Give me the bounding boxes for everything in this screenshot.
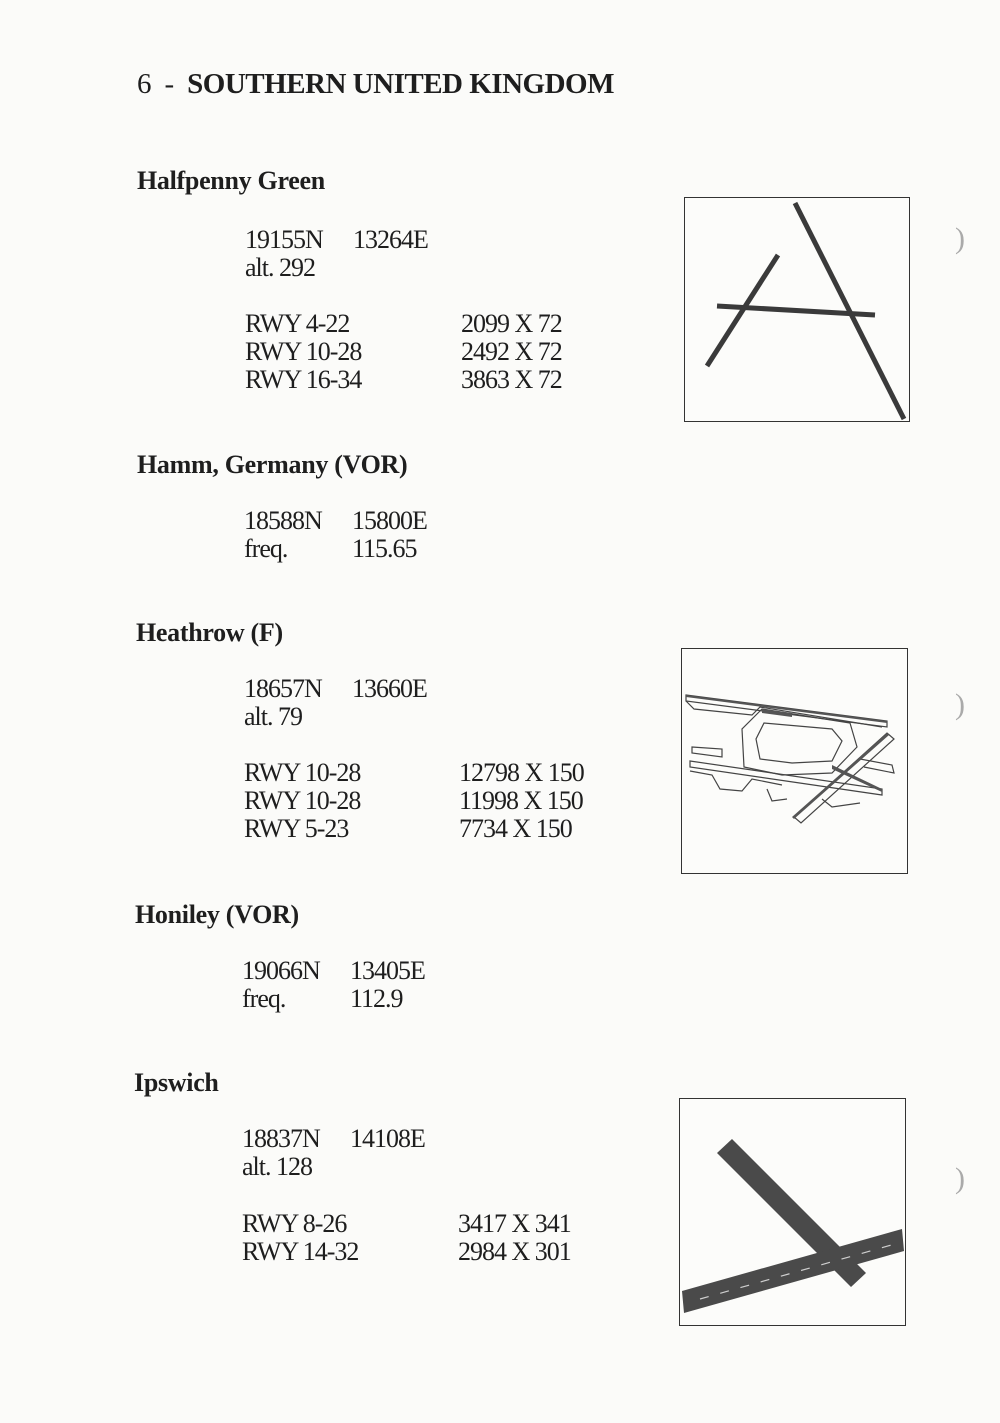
runway-diagram-svg [680,1099,905,1325]
runway-diagram-svg [685,198,909,421]
coord-north: 18588N [244,506,322,535]
margin-mark: ) [955,1162,965,1195]
page-title [137,68,614,101]
runway-diagram [681,648,908,874]
page-number: 6 [137,68,151,100]
runway-id: RWY 14-32 [242,1237,359,1266]
runway-diagram [679,1098,906,1326]
runway-8-26 [682,1229,904,1313]
title-separator: - [157,68,181,100]
entry-title: Ipswich [134,1068,219,1097]
coord-east: 13264E [353,225,428,254]
terminal-area [742,709,857,775]
freq-label: freq. [242,984,286,1013]
freq-value: 112.9 [350,984,403,1013]
coord-north: 19155N [245,225,323,254]
entry-title: Honiley (VOR) [135,900,299,929]
runway-size: 7734 X 150 [459,814,572,843]
margin-mark: ) [955,222,965,255]
runway-diagram-svg [682,649,907,873]
runway-id: RWY 5-23 [244,814,349,843]
freq-value: 115.65 [352,534,417,563]
runway-id: RWY 10-28 [244,758,361,787]
coord-east: 13660E [352,674,427,703]
runway-size: 2492 X 72 [461,337,562,366]
coord-north: 19066N [242,956,320,985]
runway-size: 11998 X 150 [459,786,583,815]
runway-id: RWY 4-22 [245,309,350,338]
coord-east: 13405E [350,956,425,985]
freq-label: freq. [244,534,288,563]
runway-size: 3863 X 72 [461,365,562,394]
runway-id: RWY 10-28 [245,337,362,366]
entry-title: Hamm, Germany (VOR) [137,450,408,479]
coord-east: 14108E [350,1124,425,1153]
runway-diagram [684,197,910,422]
altitude: alt. 79 [244,702,302,731]
altitude: alt. 292 [245,253,315,282]
coord-north: 18837N [242,1124,320,1153]
altitude: alt. 128 [242,1152,312,1181]
runway-size: 12798 X 150 [459,758,584,787]
runway-id: RWY 16-34 [245,365,362,394]
runway-id: RWY 8-26 [242,1209,347,1238]
entry-title: Halfpenny Green [137,166,325,195]
page-title-text: SOUTHERN UNITED KINGDOM [187,68,614,100]
coord-north: 18657N [244,674,322,703]
runway-id: RWY 10-28 [244,786,361,815]
entry-title: Heathrow (F) [136,618,283,647]
coord-east: 15800E [352,506,427,535]
runway-size: 2984 X 301 [458,1237,571,1266]
runway-size: 3417 X 341 [458,1209,571,1238]
margin-mark: ) [955,688,965,721]
runway-size: 2099 X 72 [461,309,562,338]
